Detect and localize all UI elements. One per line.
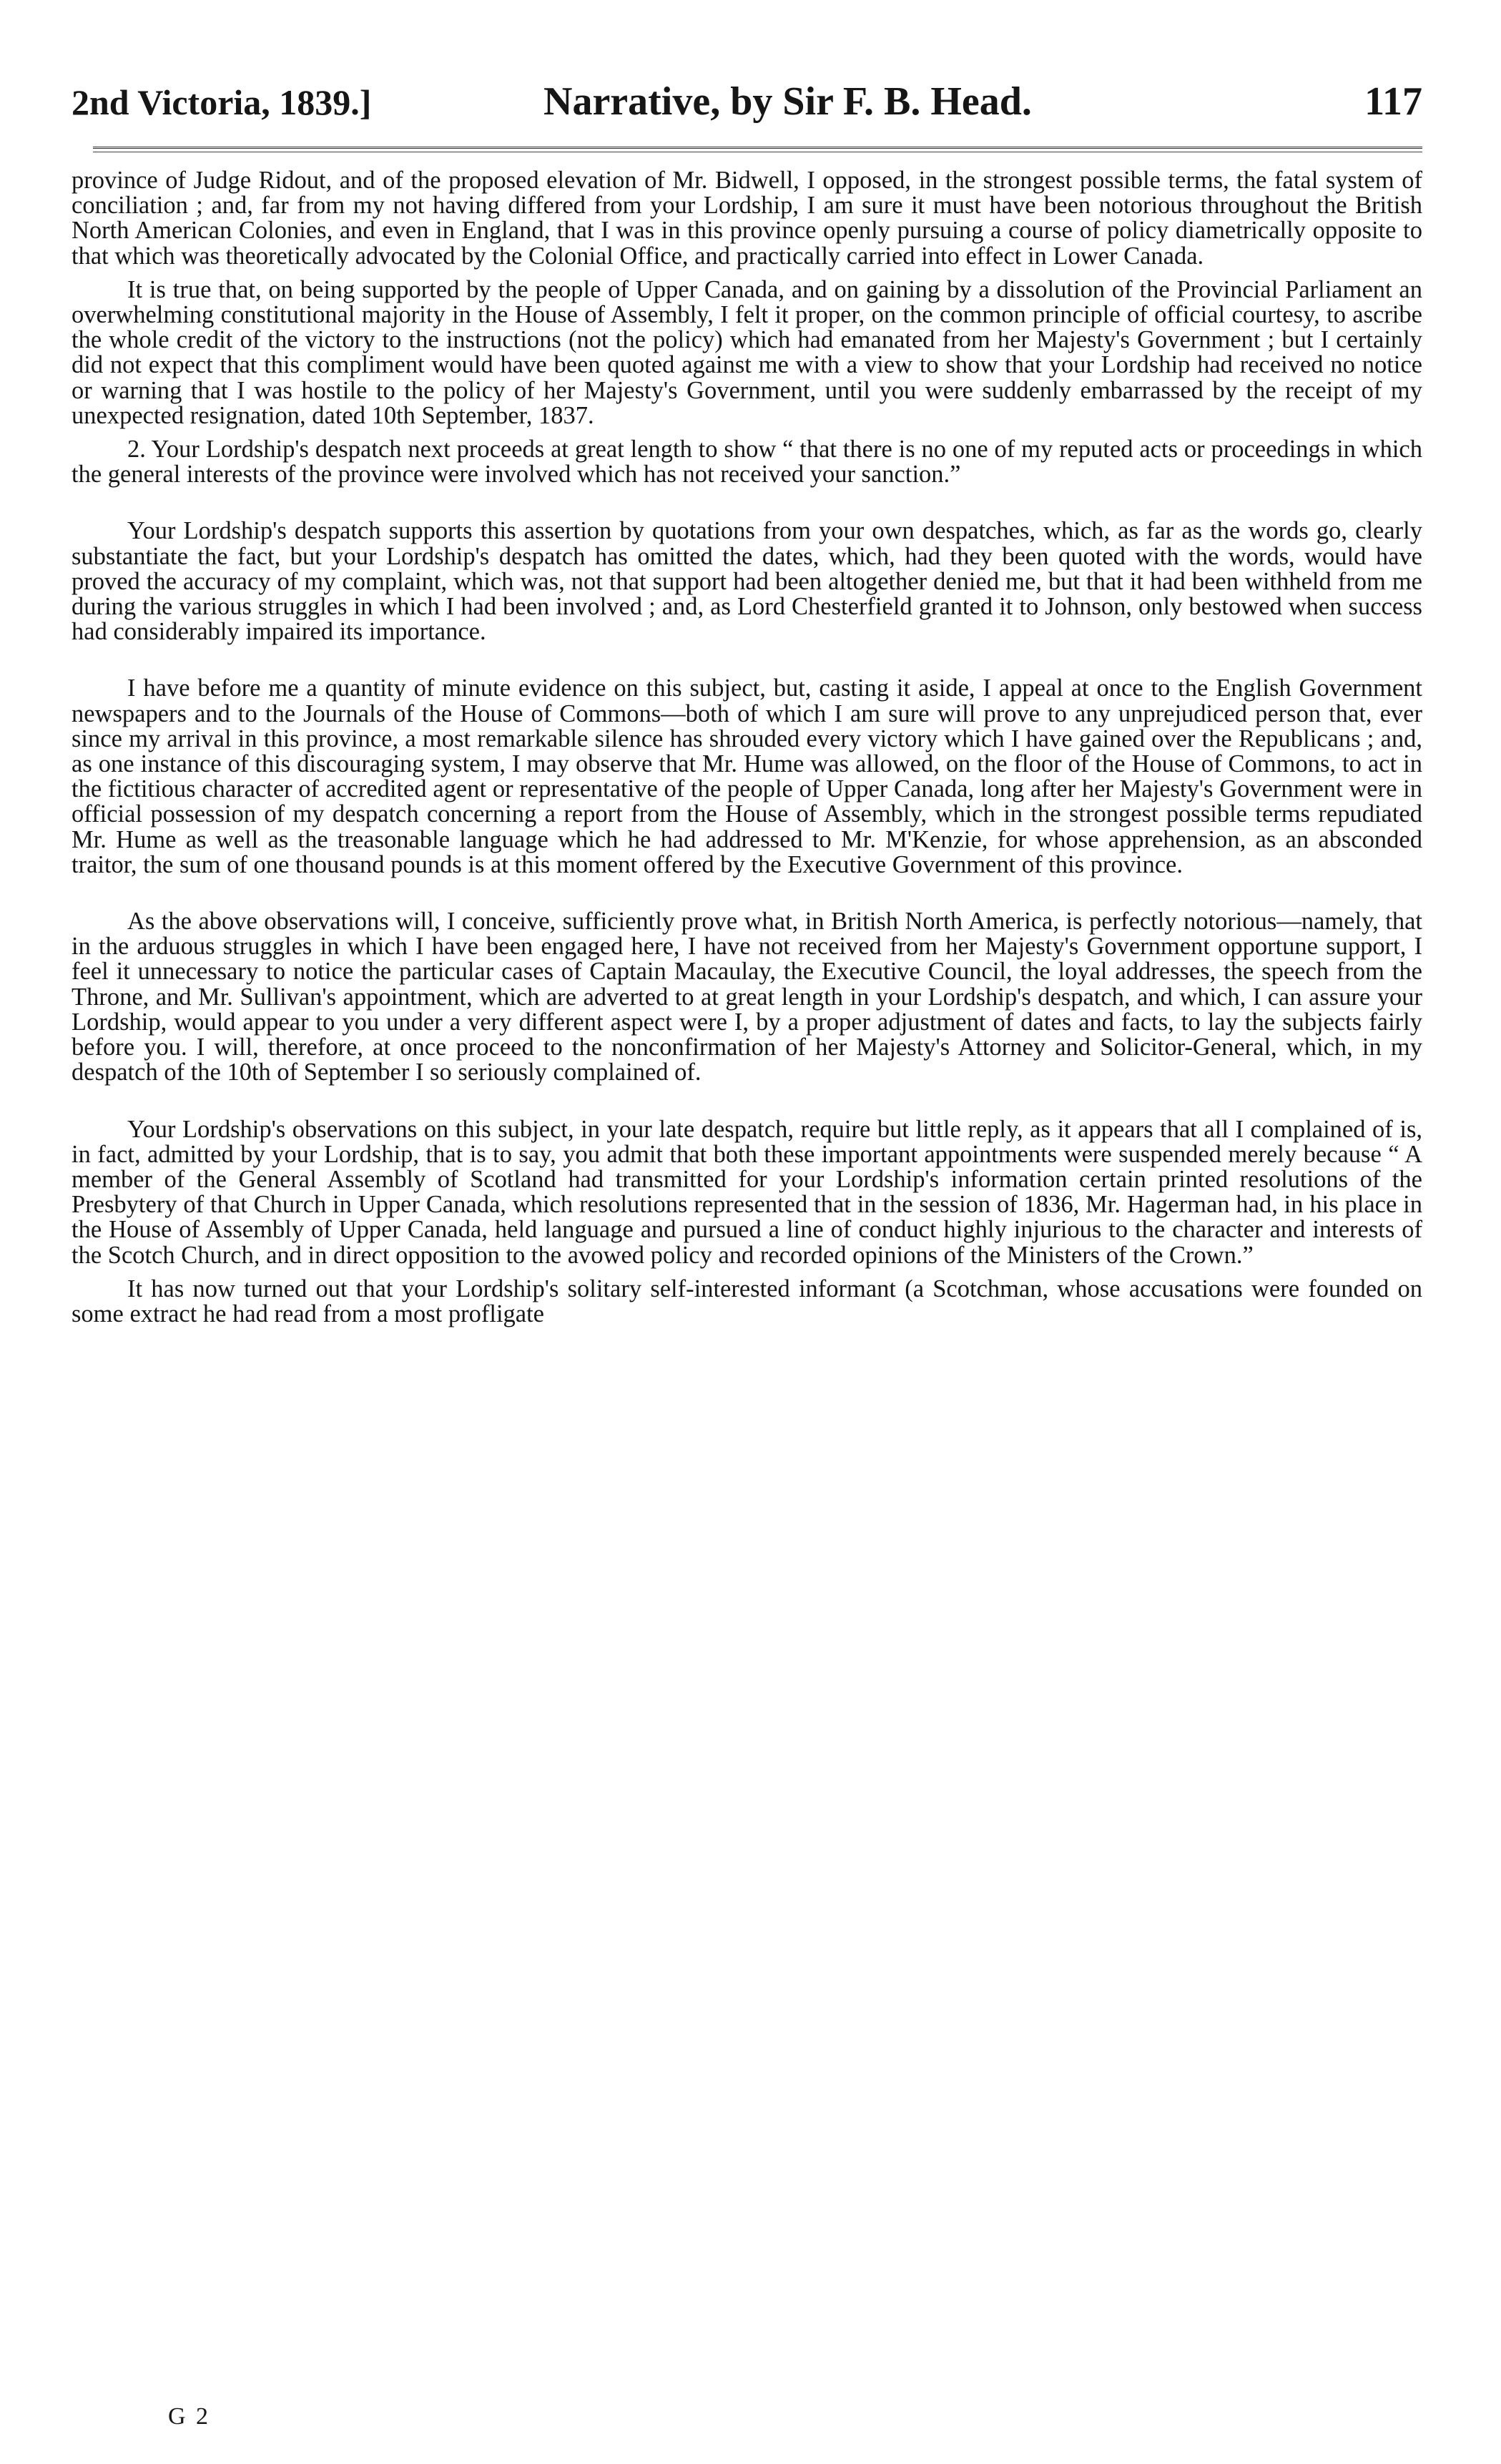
paragraph-5: I have before me a quantity of minute evidence on this subject, but, casting it aside, I appeal at once to the English Government newspapers and to the Journals of the House of Commons—both of which I am sure will prove to any unprejudiced person that, ever since my arrival in this province, a most remarkable silence has shrouded every victory which I have gained over the Republicans ; and, as one instance of this discouraging system, I may observe that Mr. Hume was allowed, on the floor of the House of Commons, to act in the fictitious character of accredited agent or representative of the people of Upper Canada, long after her Majesty's Government were in official possession of my despatch concerning a report from the House of Assembly, which in the strongest possible terms repudiated Mr. Hume as well as the treasonable language which he had addressed to Mr. M'Kenzie, for whose apprehension, as an absconded traitor, the sum of one thousand pounds is at this moment offered by the Executive Government of this province. — [72, 674, 1422, 878]
paragraph-3: 2. Your Lordship's despatch next proceeds at great length to show “ that there is no one of my reputed acts or proceedings in which the general interests of the province were involved which has not received your sanction.” — [72, 436, 1422, 489]
body-text — [72, 168, 1422, 1327]
signature-mark: G 2 — [168, 2403, 211, 2430]
page-number: 117 — [1364, 79, 1422, 124]
paragraph-2: It is true that, on being supported by the people of Upper Canada, and on gaining by a dissolution of the Provincial Parliament an overwhelming constitutional majority in the House of Assembly, I felt it proper, on the common principle of official courtesy, to ascribe the whole credit of the victory to the instructions (not the policy) which had emanated from her Majesty's Government ; but I certainly did not expect that this compliment would have been quoted against me with a view to show that your Lordship had received no notice or warning that I was hostile to the policy of her Majesty's Government, until you were suddenly embarrassed by the receipt of my unexpected resignation, dated 10th September, 1837. — [72, 275, 1422, 429]
header-rule — [93, 147, 1422, 152]
paragraph-4: Your Lordship's despatch supports this assertion by quotations from your own despatches, which, as far as the words go, clearly substantiate the fact, but your Lordship's despatch has omitted the dates, which, had they been quoted with the words, would have proved the accuracy of my complaint, which was, not that support had been altogether denied me, but that it had been withheld from me during the various struggles in which I had been involved ; and, as Lord Chesterfield granted it to Johnson, only bestowed when success had considerably impaired its importance. — [72, 517, 1422, 646]
paragraph-8: It has now turned out that your Lordship's solitary self-interested informant (a Scotchman, whose accusations were founded on some extract he had read from a most profligate — [72, 1275, 1422, 1327]
paragraph-7: Your Lordship's observations on this subject, in your late despatch, require but little reply, as it appears that all I complained of is, in fact, admitted by your Lordship, that is to say, you admit that both these important appointments were suspended merely because “ A member of the General Assembly of Scotland had transmitted for your Lordship's information certain printed resolutions of the Presbytery of that Church in Upper Canada, which resolutions represented that in the session of 1836, Mr. Hagerman had, in his place in the House of Assembly of Upper Canada, held language and pursued a line of conduct highly injurious to the character and interests of the Scotch Church, and in direct opposition to the avowed policy and recorded opinions of the Ministers of the Crown.” — [72, 1115, 1422, 1269]
paragraph-1: province of Judge Ridout, and of the proposed elevation of Mr. Bidwell, I opposed, in the strongest possible terms, the fatal system of conciliation ; and, far from my not having differed from your Lordship, I am sure it must have been notorious throughout the British North American Colonies, and even in England, that I was in this province openly pursuing a course of policy diametrically opposite to that which was theoretically advocated by the Colonial Office, and practically carried into effect in Lower Canada. — [72, 167, 1422, 270]
paragraph-6: As the above observations will, I conceive, sufficiently prove what, in British North America, is perfectly notorious—namely, that in the arduous struggles in which I have been engaged here, I have not received from her Majesty's Government opportune support, I feel it unnecessary to notice the particular cases of Captain Macaulay, the Executive Council, the loyal addresses, the speech from the Throne, and Mr. Sullivan's appointment, which are adverted to at great length in your Lordship's despatch, and which, I can assure your Lordship, would appear to you under a very different aspect were I, by a proper adjustment of dates and facts, to lay the subjects fairly before you. I will, therefore, at once proceed to the nonconfirmation of her Majesty's Attorney and Solicitor-General, which, in my despatch of the 10th of September I so seriously complained of. — [72, 908, 1422, 1086]
running-header — [72, 79, 1422, 147]
header-reign-date: 2nd Victoria, 1839.] — [72, 82, 372, 122]
header-title: Narrative, by Sir F. B. Head. — [543, 79, 1032, 124]
